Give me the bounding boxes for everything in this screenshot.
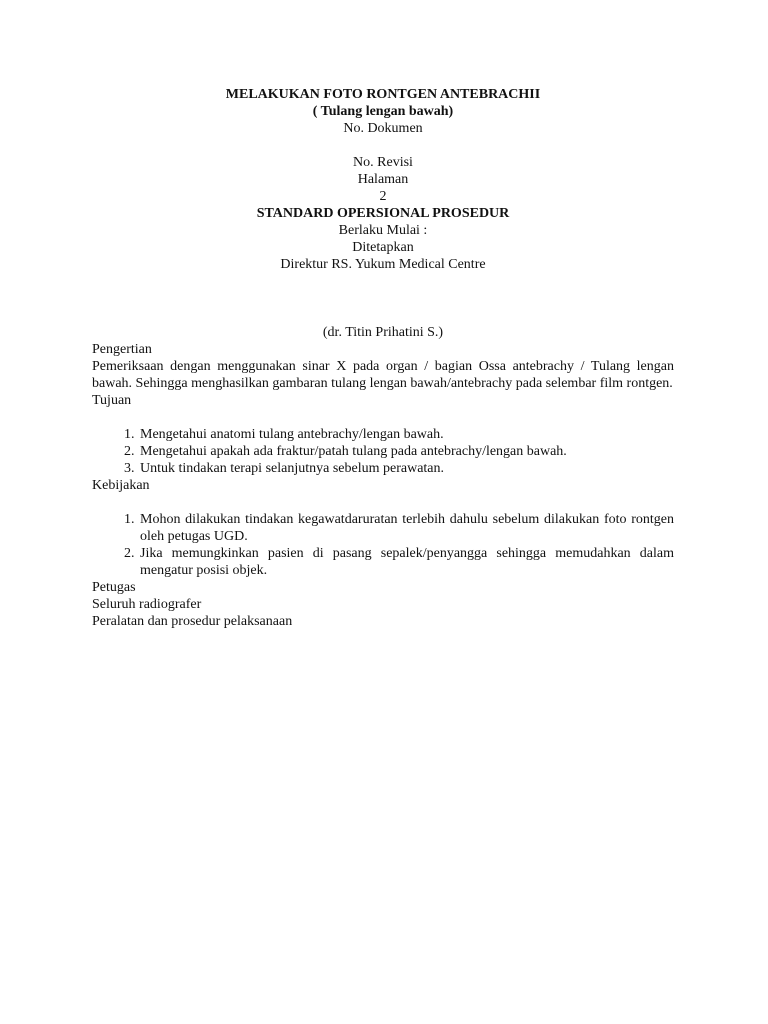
list-item: 1. Mohon dilakukan tindakan kegawatdaruratan terlebih dahulu sebelum dilakukan foto rontgen oleh petugas UGD. bbox=[138, 511, 674, 545]
section-text-pengertian: Pemeriksaan dengan menggunakan sinar X pada organ / bagian Ossa antebrachy / Tulang lengan bawah. Sehingga menghasilkan gambaran tulang lengan bawah/antebrachy pada selembar film rontgen. bbox=[92, 359, 674, 391]
document-title: MELAKUKAN FOTO RONTGEN ANTEBRACHII bbox=[225, 87, 541, 102]
doc-number-label: No. Dokumen bbox=[343, 121, 423, 136]
section-heading-pengertian: Pengertian bbox=[92, 342, 152, 357]
established-label: Ditetapkan bbox=[352, 240, 414, 255]
spacer bbox=[92, 137, 674, 154]
section-heading-tujuan: Tujuan bbox=[92, 393, 132, 408]
revision-label: No. Revisi bbox=[353, 155, 413, 170]
effective-date-label: Berlaku Mulai : bbox=[338, 223, 428, 238]
section-heading-kebijakan: Kebijakan bbox=[92, 478, 150, 493]
spacer bbox=[92, 409, 674, 426]
signatory-name: (dr. Titin Prihatini S.) bbox=[322, 325, 444, 340]
sop-title: STANDARD OPERSIONAL PROSEDUR bbox=[256, 206, 510, 221]
list-item: 3. Untuk tindakan terapi selanjutnya sebelum perawatan. bbox=[138, 460, 674, 477]
list-item: 2. Jika memungkinkan pasien di pasang sepalek/penyangga sehingga memudahkan dalam mengatur posisi objek. bbox=[138, 545, 674, 579]
kebijakan-list bbox=[92, 511, 674, 579]
signature-space bbox=[92, 273, 674, 324]
section-heading-petugas: Petugas bbox=[92, 580, 136, 595]
spacer bbox=[92, 494, 674, 511]
section-text-petugas: Seluruh radiografer bbox=[92, 597, 202, 612]
page-number: 2 bbox=[379, 189, 387, 204]
tujuan-list bbox=[92, 426, 674, 477]
document-subtitle: ( Tulang lengan bawah) bbox=[312, 104, 454, 119]
list-item: 2. Mengetahui apakah ada fraktur/patah tulang pada antebrachy/lengan bawah. bbox=[138, 443, 674, 460]
director-label: Direktur RS. Yukum Medical Centre bbox=[280, 257, 486, 272]
section-heading-peralatan: Peralatan dan prosedur pelaksanaan bbox=[92, 614, 293, 629]
page-label: Halaman bbox=[357, 172, 409, 187]
list-item: 1. Mengetahui anatomi tulang antebrachy/lengan bawah. bbox=[138, 426, 674, 443]
